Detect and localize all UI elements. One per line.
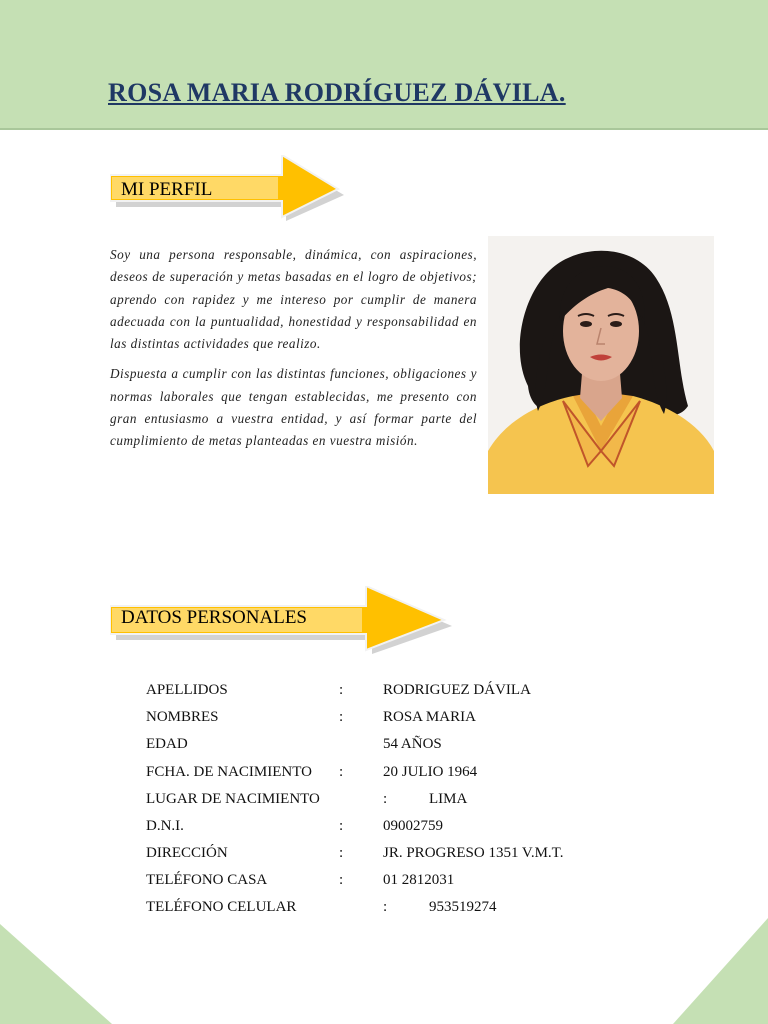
row-label: TELÉFONO CELULAR [146,899,297,915]
row-label: TELÉFONO CASA [146,872,268,888]
personal-heading: DATOS PERSONALES [121,607,307,628]
corner-decoration-right [673,918,768,1024]
row-value: 01 2812031 [383,872,455,888]
data-row-apellidos [146,682,606,704]
row-label: EDAD [146,736,188,752]
data-row-telefono-celular [146,899,606,921]
row-value: 953519274 [429,899,497,915]
profile-section-arrow [110,155,346,221]
row-value: ROSA MARIA [383,709,476,725]
profile-text [110,244,477,461]
data-row-lugar-nacimiento [146,791,606,813]
row-value: 54 AÑOS [383,736,442,752]
row-separator: : [383,791,388,807]
row-label: APELLIDOS [146,682,228,698]
row-label: FCHA. DE NACIMIENTO [146,764,312,780]
row-separator: : [339,682,344,698]
row-value: LIMA [429,791,468,807]
row-separator: : [339,709,344,725]
row-value: JR. PROGRESO 1351 V.M.T. [383,845,564,861]
data-row-fecha-nacimiento [146,764,606,786]
row-label: NOMBRES [146,709,219,725]
row-separator: : [383,899,388,915]
row-label: D.N.I. [146,818,184,834]
row-label: DIRECCIÓN [146,845,228,861]
row-separator: : [339,872,344,888]
row-value: 20 JULIO 1964 [383,764,478,780]
row-separator: : [339,845,344,861]
personal-section-arrow [110,586,454,654]
data-row-nombres [146,709,606,731]
data-row-dni [146,818,606,840]
profile-paragraph: Dispuesta a cumplir con las distintas funciones, obligaciones y normas laborales que tengan establecidas, me presento con gran entusiasmo a vuestra entidad, y así formar parte del cumplimiento de metas planteadas en vuestra misión. [110,366,477,449]
profile-paragraph: Soy una persona responsable, dinámica, con aspiraciones, deseos de superación y metas basadas en el logro de objetivos; aprendo con rapidez y me intereso por cumplir de manera adecuada con la puntualidad, honestidad y responsabilidad en las distintas actividades que realizo. [110,247,477,352]
row-value: RODRIGUEZ DÁVILA [383,682,531,698]
data-row-direccion [146,845,606,867]
profile-heading: MI PERFIL [121,179,213,200]
data-row-edad [146,736,606,758]
header-band [0,0,768,130]
page-title: ROSA MARIA RODRÍGUEZ DÁVILA. [108,78,566,107]
row-separator: : [339,764,344,780]
row-separator: : [339,818,344,834]
corner-decoration-left [0,924,115,1024]
row-label: LUGAR DE NACIMIENTO [146,791,320,807]
row-value: 09002759 [383,818,443,834]
profile-photo [488,236,714,494]
data-row-telefono-casa [146,872,606,894]
